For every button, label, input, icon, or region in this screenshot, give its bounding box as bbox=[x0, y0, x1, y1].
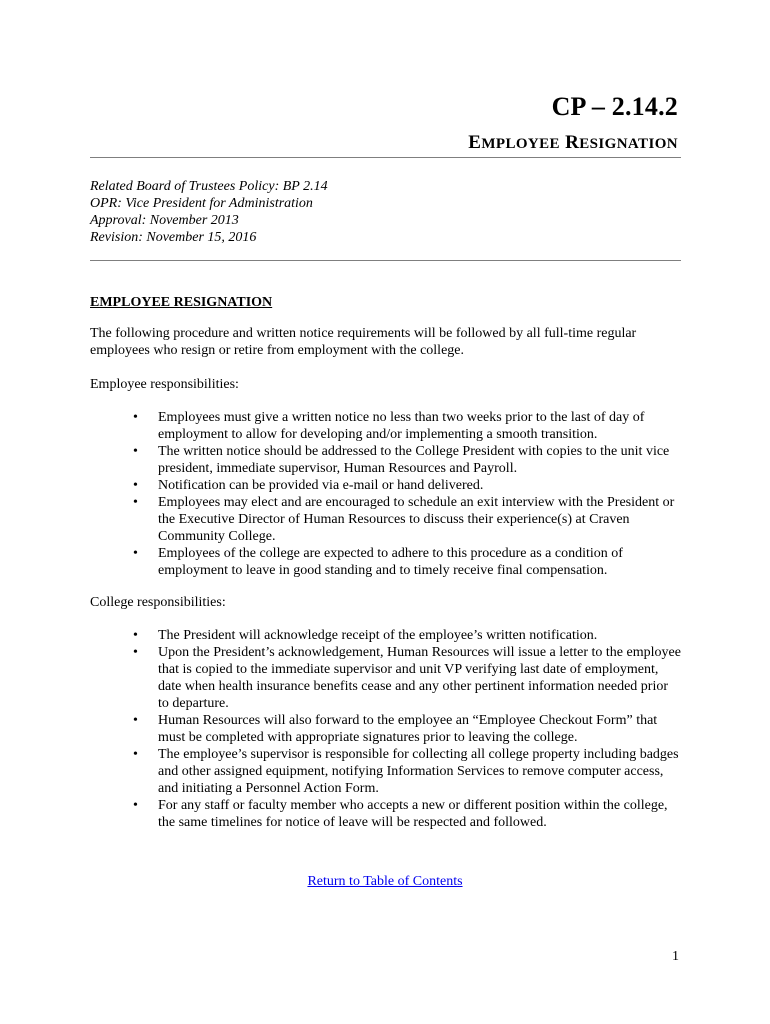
list-item bbox=[90, 477, 682, 494]
section-heading: EMPLOYEE RESIGNATION bbox=[90, 295, 273, 310]
header-divider bbox=[90, 157, 681, 158]
list-item bbox=[90, 644, 682, 712]
related-policy-line: Related Board of Trustees Policy: BP 2.14 bbox=[90, 179, 328, 194]
title-rest-mployee: MPLOYEE bbox=[481, 136, 560, 152]
list-item bbox=[90, 409, 682, 443]
toc-link-container bbox=[0, 873, 770, 890]
title-rest-esignation: ESIGNATION bbox=[579, 136, 678, 152]
list-item-text: For any staff or faculty member who accepts a new or different position within the college, the same timelines for notice of leave will be respected and followed. bbox=[158, 798, 668, 830]
list-item-text: Employees of the college are expected to adhere to this procedure as a condition of employment to leave in good standing and to timely receive final compensation. bbox=[158, 546, 623, 578]
title-initial-r: R bbox=[565, 132, 580, 153]
metadata-divider bbox=[90, 260, 681, 261]
list-item-text: Upon the President’s acknowledgement, Human Resources will issue a letter to the employee that is copied to the immediate supervisor and unit VP verifying last date of employment, date when health insurance benefits cease and any other pertinent information needed prior to departure. bbox=[158, 645, 681, 711]
list-item-text: The employee’s supervisor is responsible for collecting all college property including badges and other assigned equipment, notifying Information Services to remove computer access, and initiating a Personnel Action Form. bbox=[158, 747, 679, 796]
bullet-icon: • bbox=[133, 495, 138, 510]
list-item bbox=[90, 627, 682, 644]
employee-responsibilities-list bbox=[90, 409, 682, 579]
bullet-icon: • bbox=[133, 478, 138, 493]
opr-line: OPR: Vice President for Administration bbox=[90, 196, 313, 211]
list-item-text: Notification can be provided via e-mail or hand delivered. bbox=[158, 478, 484, 493]
page-number: 1 bbox=[672, 949, 679, 964]
list-item bbox=[90, 797, 682, 831]
bullet-icon: • bbox=[133, 645, 138, 660]
procedure-code: CP – 2.14.2 bbox=[551, 92, 678, 121]
revision-line: Revision: November 15, 2016 bbox=[90, 230, 257, 245]
bullet-icon: • bbox=[133, 444, 138, 459]
employee-responsibilities-label: Employee responsibilities: bbox=[90, 377, 239, 392]
bullet-icon: • bbox=[133, 546, 138, 561]
bullet-icon: • bbox=[133, 713, 138, 728]
intro-paragraph: The following procedure and written notice requirements will be followed by all full-time regular employees who resign or retire from employment with the college. bbox=[90, 326, 637, 358]
list-item-text: The written notice should be addressed to the College President with copies to the unit vice president, immediate supervisor, Human Resources and Payroll. bbox=[158, 444, 670, 476]
list-item-text: Human Resources will also forward to the employee an “Employee Checkout Form” that must be completed with appropriate signatures prior to leaving the college. bbox=[158, 713, 658, 745]
list-item bbox=[90, 545, 682, 579]
list-item-text: Employees must give a written notice no less than two weeks prior to the last of day of employment to allow for developing and/or implementing a smooth transition. bbox=[158, 410, 645, 442]
bullet-icon: • bbox=[133, 798, 138, 813]
list-item bbox=[90, 712, 682, 746]
list-item bbox=[90, 443, 682, 477]
college-responsibilities-label: College responsibilities: bbox=[90, 595, 226, 610]
list-item bbox=[90, 746, 682, 797]
bullet-icon: • bbox=[133, 747, 138, 762]
return-to-toc-link[interactable]: Return to Table of Contents bbox=[307, 874, 463, 889]
list-item-text: Employees may elect and are encouraged to schedule an exit interview with the President or the Executive Director of Human Resources to discuss their experience(s) at Craven Community College. bbox=[158, 495, 675, 544]
title-initial-e: E bbox=[468, 132, 482, 153]
list-item bbox=[90, 494, 682, 545]
policy-metadata bbox=[90, 178, 680, 246]
list-item-text: The President will acknowledge receipt of the employee’s written notification. bbox=[158, 628, 598, 643]
bullet-icon: • bbox=[133, 628, 138, 643]
approval-line: Approval: November 2013 bbox=[90, 213, 239, 228]
procedure-title bbox=[468, 131, 678, 156]
college-responsibilities-list bbox=[90, 627, 682, 831]
bullet-icon: • bbox=[133, 410, 138, 425]
